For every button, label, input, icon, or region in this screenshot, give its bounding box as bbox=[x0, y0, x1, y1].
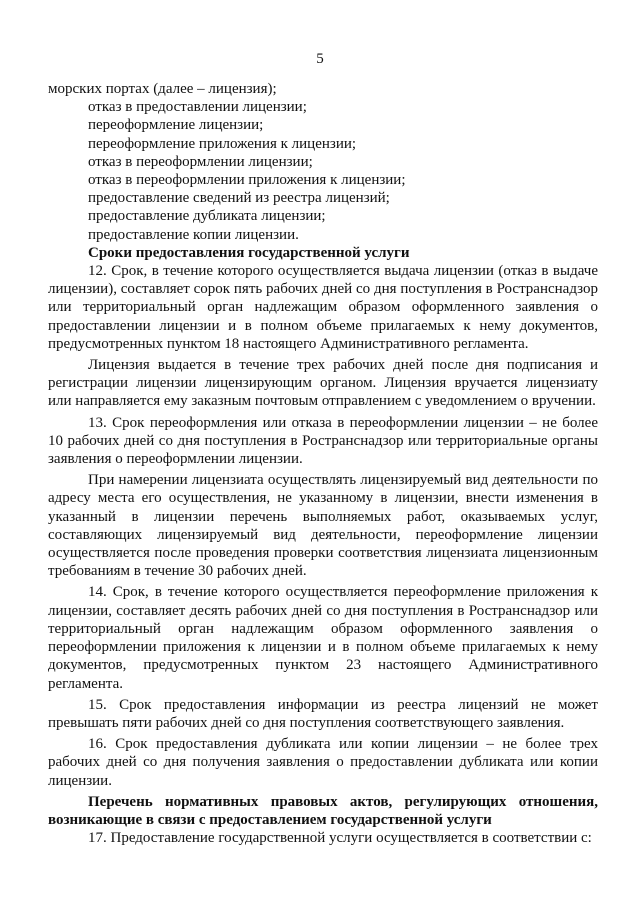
paragraph-16: 16. Срок предоставления дубликата или копии лицензии – не более трех рабочих дней со дня получения заявления о предоставлении дубликата или копии лицензии. bbox=[48, 736, 598, 789]
list-item: предоставление копии лицензии. bbox=[88, 226, 299, 243]
list-item: предоставление дубликата лицензии; bbox=[88, 208, 326, 225]
paragraph-17: 17. Предоставление государственной услуги осуществляется в соответствии с: bbox=[88, 830, 592, 847]
paragraph-13-intent: При намерении лицензиата осуществлять лицензируемый вид деятельности по адресу места его осуществления, не указанному в лицензии, внести изменения в указанный в лицензии перечень выполняемых работ, оказываемых услуг, составляющих лицензируемый вид деятельности, переоформление лицензии осуществляется после проведения проверки соответствия лицензиата лицензионным требованиям в течение 30 рабочих дней. bbox=[48, 472, 598, 580]
paragraph-12: 12. Срок, в течение которого осуществляется выдача лицензии (отказ в выдаче лицензии), составляет сорок пять рабочих дней со дня поступления в Ространснадзор или территориальный орган надлежащим образом оформленного заявления о предоставлении лицензии и в полном объеме прилагаемых к нему документов, предусмотренных пунктом 18 настоящего Административного регламента. bbox=[48, 263, 598, 352]
document-body bbox=[48, 80, 598, 847]
paragraph-12-issuance: Лицензия выдается в течение трех рабочих дней после дня подписания и регистрации лицензии лицензирующим органом. Лицензия вручается лицензиату или направляется ему заказным почтовым отправлением с уведомлением о вручении. bbox=[48, 357, 598, 410]
list-item: отказ в переоформлении лицензии; bbox=[88, 153, 313, 170]
list-item: отказ в переоформлении приложения к лицензии; bbox=[88, 172, 406, 189]
paragraph-15: 15. Срок предоставления информации из реестра лицензий не может превышать пяти рабочих дней со дня поступления соответствующего заявления. bbox=[48, 696, 598, 731]
section-heading-terms: Сроки предоставления государственной услуги bbox=[88, 244, 410, 261]
list-item: отказ в предоставлении лицензии; bbox=[88, 99, 307, 116]
page-number: 5 bbox=[316, 51, 324, 67]
list-item: предоставление сведений из реестра лицензий; bbox=[88, 190, 390, 207]
intro-line: морских портах (далее – лицензия); bbox=[48, 81, 277, 97]
list-item: переоформление лицензии; bbox=[88, 117, 264, 134]
section-heading-acts: Перечень нормативных правовых актов, регулирующих отношения, возникающие в связи с предоставлением государственной услуги bbox=[48, 793, 598, 828]
paragraph-13: 13. Срок переоформления или отказа в переоформлении лицензии – не более 10 рабочих дней со дня поступления в Ространснадзор или территориальные органы заявления о переоформлении лицензии. bbox=[48, 414, 598, 468]
list-item: переоформление приложения к лицензии; bbox=[88, 135, 357, 152]
paragraph-14: 14. Срок, в течение которого осуществляется переоформление приложения к лицензии, составляет десять рабочих дней со дня поступления в Ространснадзор или территориальный орган надлежащим образом оформленного заявления о переоформлении приложения к лицензии и в полном объеме прилагаемых к нему документов, предусмотренных пунктом 23 настоящего Административного регламента. bbox=[48, 584, 598, 692]
